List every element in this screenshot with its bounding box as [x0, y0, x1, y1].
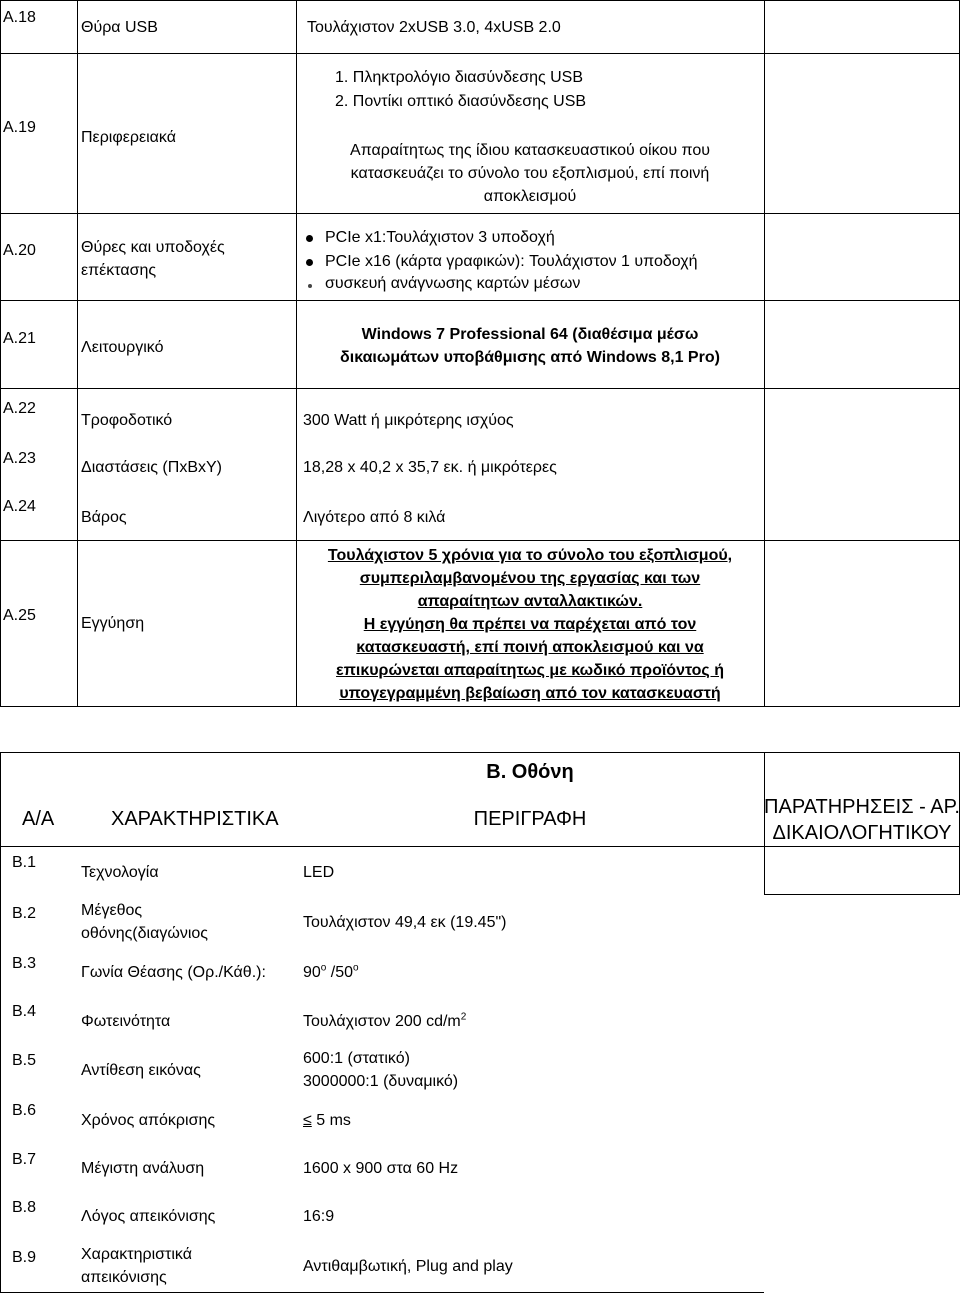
row-name: Περιφερειακά: [81, 129, 176, 146]
warranty-line: Τουλάχιστον 5 χρόνια για το σύνολο του εξοπλισμού,: [327, 547, 733, 564]
column-header-features: ΧΑΡΑΚΤΗΡΙΣΤΙΚΑ: [111, 808, 279, 830]
row-name: Τεχνολογία: [81, 864, 159, 881]
row-name: Θύρα USB: [81, 19, 158, 36]
col-divider: [0, 752, 1, 1293]
list-item: PCIe x1:Τουλάχιστον 3 υποδοχή: [325, 229, 555, 246]
row-id: Α.23: [3, 450, 36, 467]
col-divider: [0, 0, 1, 707]
row-id: Α.22: [3, 400, 36, 417]
row-id: Β.3: [12, 955, 37, 972]
row-id: Β.6: [12, 1102, 37, 1119]
row-name: Λόγος απεικόνισης: [81, 1208, 216, 1225]
row-desc: LED: [303, 864, 335, 881]
row-desc: 18,28 x 40,2 x 35,7 εκ. ή μικρότερες: [303, 459, 557, 476]
row-id: Α.19: [3, 119, 36, 136]
row-name: Λειτουργικό: [81, 339, 164, 356]
row-divider: [0, 53, 960, 54]
warranty-line: απαραίτητων ανταλλακτικών.: [417, 593, 643, 610]
warranty-line: Η εγγύηση θα πρέπει να παρέχεται από τον: [363, 616, 697, 633]
row-id: Β.7: [12, 1151, 37, 1168]
row-id: Β.8: [12, 1199, 37, 1216]
row-id: Β.9: [12, 1249, 37, 1266]
column-header-remarks: ΔΙΚΑΙΟΛΟΓΗΤΙΚΟΥ: [772, 822, 952, 844]
row-id: Α.24: [3, 498, 36, 515]
row-desc: 16:9: [303, 1208, 335, 1225]
header-divider: [0, 846, 960, 847]
row-desc: Τουλάχιστον 200 $cd/m^2$: [303, 1011, 467, 1030]
row-id: Α.20: [3, 242, 36, 259]
row-desc: 300 Watt ή μικρότερης ισχύος: [303, 412, 514, 429]
col-divider: [764, 0, 765, 707]
row-name: Τροφοδοτικό: [81, 412, 173, 429]
row-name: Φωτεινότητα: [81, 1013, 171, 1030]
row-name: Θύρες και υποδοχές: [81, 239, 225, 256]
table-a-border: [0, 0, 960, 1]
row-note: Απαραίτητως της ίδιου κατασκευαστικού οίκου που: [350, 142, 710, 159]
table-b-border: [764, 894, 960, 895]
row-name: Διαστάσεις (ΠxΒxΥ): [81, 459, 222, 476]
row-desc: δικαιωμάτων υποβάθμισης από Windows 8,1 Pro): [340, 349, 720, 366]
row-name: Μέγιστη ανάλυση: [81, 1160, 205, 1177]
warranty-line: επικυρώνεται απαραίτητως με κωδικό προϊόντος ή: [336, 662, 724, 679]
row-desc: Τουλάχιστον 2xUSB 3.0, 4xUSB 2.0: [307, 19, 561, 36]
col-divider: [77, 0, 78, 707]
row-desc: 3000000:1 (δυναμικό): [303, 1073, 459, 1090]
table-a-border: [0, 706, 960, 707]
row-id: Β.1: [12, 854, 37, 871]
row-divider: [0, 388, 960, 389]
table-b-border: [0, 752, 960, 753]
row-desc: 1600 x 900 στα 60 Hz: [303, 1160, 459, 1177]
row-name: Γωνία Θέασης (Ορ./Κάθ.):: [81, 964, 266, 981]
row-note: αποκλεισμού: [483, 188, 577, 205]
row-name: Βάρος: [81, 509, 127, 526]
column-header-description: ΠΕΡΙΓΡΑΦΗ: [473, 808, 587, 830]
row-id: Α.21: [3, 330, 36, 347]
row-id: Α.18: [3, 9, 36, 26]
bullet-icon: [308, 284, 312, 288]
row-desc: Λιγότερο από 8 κιλά: [303, 509, 446, 526]
row-name: Χρόνος απόκρισης: [81, 1112, 216, 1129]
row-name: Χαρακτηριστικά: [81, 1246, 192, 1263]
row-name: Εγγύηση: [81, 615, 145, 632]
row-divider: [0, 213, 960, 214]
row-desc: Τουλάχιστον 49,4 εκ (19.45"): [303, 914, 507, 931]
row-desc: Windows 7 Professional 64 (διαθέσιμα μέσω: [361, 326, 699, 343]
column-header-remarks: ΠΑΡΑΤΗΡΗΣΕΙΣ - ΑΡ.: [764, 796, 960, 818]
row-name: επέκτασης: [81, 262, 157, 279]
bullet-icon: [306, 259, 313, 266]
row-id: Β.5: [12, 1052, 37, 1069]
less-equal-icon: ≤: [303, 1112, 312, 1129]
row-name: Αντίθεση εικόνας: [81, 1062, 201, 1079]
list-item: συσκευή ανάγνωσης καρτών μέσων: [325, 275, 581, 292]
row-divider: [0, 300, 960, 301]
warranty-line: υπογεγραμμένη βεβαίωση από τον κατασκευαστή: [339, 685, 721, 702]
row-id: Β.4: [12, 1003, 37, 1020]
row-desc: Αντιθαμβωτική, Plug and play: [303, 1258, 513, 1275]
row-id: Β.2: [12, 905, 37, 922]
row-note: κατασκευάζει το σύνολο του εξοπλισμού, επί ποινή: [350, 165, 710, 182]
row-desc: 600:1 (στατικό): [303, 1050, 410, 1067]
warranty-line: κατασκευαστή, επί ποινή αποκλεισμού και να: [356, 639, 704, 656]
bullet-icon: [306, 235, 313, 242]
row-desc: $90^o$ $/50^o$: [303, 962, 359, 981]
row-name: απεικόνισης: [81, 1269, 167, 1286]
column-header-aa: Α/Α: [22, 808, 55, 830]
list-item: 2. Ποντίκι οπτικό διασύνδεσης USB: [335, 93, 587, 110]
row-desc: ≤ 5 ms: [303, 1112, 351, 1129]
row-name: Μέγεθος: [81, 902, 143, 919]
list-item: PCIe x16 (κάρτα γραφικών): Τουλάχιστον 1 υποδοχή: [325, 253, 698, 270]
section-title: Β. Οθόνη: [486, 761, 574, 783]
list-item: 1. Πληκτρολόγιο διασύνδεσης USB: [335, 69, 584, 86]
row-id: Α.25: [3, 607, 36, 624]
row-name: οθόνης(διαγώνιος: [81, 925, 208, 942]
warranty-line: συμπεριλαμβανομένου της εργασίας και των: [359, 570, 701, 587]
row-divider: [0, 540, 960, 541]
